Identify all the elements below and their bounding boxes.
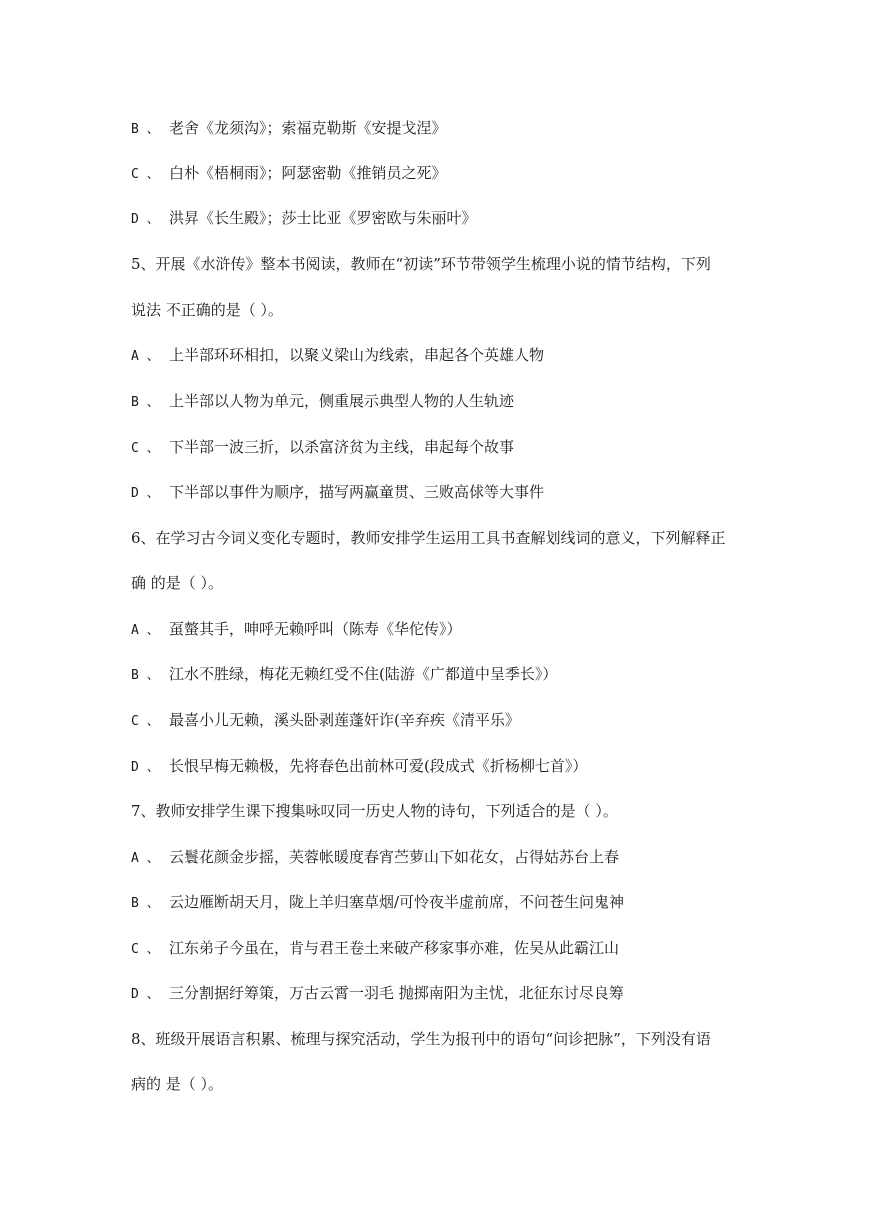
option-letter: D 、 (131, 212, 160, 227)
question-6-stem: 6、在学习古今词义变化专题时，教师安排学生运用工具书查解划线词的意义，下列解释正 (131, 529, 726, 547)
option-letter: C 、 (131, 441, 160, 456)
question-7-stem: 7、教师安排学生课下搜集咏叹同一历史人物的诗句，下列适合的是（ ）。 (131, 802, 618, 820)
question-6-stem-cont: 确 的是（ ）。 (131, 574, 224, 592)
question-5-stem-cont: 说法 不正确的是（ ）。 (131, 301, 284, 319)
option-letter: B 、 (131, 668, 160, 683)
option-text: 江水不胜绿，梅花无赖红受不住(陆游《广都道中呈季长》） (169, 665, 558, 683)
option-a-q7 (131, 847, 619, 869)
option-letter: C 、 (131, 714, 160, 729)
option-text: 最喜小儿无赖，溪头卧剥莲蓬奸诈(辛弃疾《清平乐》 (169, 711, 520, 729)
option-c-q7 (131, 938, 619, 960)
option-a-q6 (131, 619, 462, 641)
option-letter: C 、 (131, 942, 160, 957)
option-c-q6 (131, 710, 520, 732)
option-letter: A 、 (131, 851, 160, 866)
option-text: 白朴《梧桐雨》；阿瑟密勒《推销员之死》 (169, 164, 447, 182)
option-a-q5 (131, 345, 544, 367)
option-d-q6 (131, 756, 587, 778)
option-letter: D 、 (131, 760, 160, 775)
option-text: 下半部一波三折，以杀富济贫为主线，串起每个故事 (169, 438, 515, 456)
option-text: 洪昇《长生殿》；莎士比亚《罗密欧与朱丽叶》 (169, 209, 477, 227)
question-5-stem: 5、开展《水浒传》整本书阅读，教师在“初读”环节带领学生梳理小说的情节结构，下列 (131, 255, 711, 273)
option-letter: D 、 (131, 486, 160, 501)
option-letter: D 、 (131, 987, 160, 1002)
option-text: 三分割据纡筹策，万古云霄一羽毛 抛掷南阳为主忧，北征东讨尽良筹 (169, 984, 624, 1002)
option-d-q4 (131, 208, 477, 230)
option-text: 长恨早梅无赖极，先将春色出前林可爱(段成式《折杨柳七首》） (169, 757, 588, 775)
question-8-stem: 8、班级开展语言积累、梳理与探究活动，学生为报刊中的语句“问诊把脉”，下列没有语 (131, 1030, 711, 1048)
option-b-q4 (131, 118, 447, 140)
option-letter: B 、 (131, 122, 160, 137)
option-text: 上半部环环相扣，以聚义梁山为线索，串起各个英雄人物 (169, 346, 545, 364)
option-letter: C 、 (131, 167, 160, 182)
option-text: 云鬟花颜金步摇，芙蓉帐暖度春宵苎萝山下如花女，占得姑苏台上春 (169, 848, 620, 866)
option-letter: B 、 (131, 896, 160, 911)
option-text: 虿螫其手，呻呼无赖呼叫（陈寿《华佗传》） (169, 620, 462, 638)
option-c-q5 (131, 437, 514, 459)
option-text: 上半部以人物为单元，侧重展示典型人物的人生轨迹 (169, 392, 515, 410)
option-text: 江东弟子今虽在，肯与君王卷土来破产移家事亦难，佐吴从此霸江山 (169, 939, 620, 957)
option-d-q5 (131, 482, 544, 504)
option-d-q7 (131, 983, 624, 1005)
option-b-q7 (131, 892, 624, 914)
option-text: 云边雁断胡天月，陇上羊归塞草烟/可怜夜半虚前席，不问苍生问鬼神 (169, 893, 625, 911)
option-letter: B 、 (131, 395, 160, 410)
option-c-q4 (131, 163, 447, 185)
option-text: 下半部以事件为顺序，描写两赢童贯、三败高俅等大事件 (169, 483, 545, 501)
option-b-q6 (131, 664, 557, 686)
option-letter: A 、 (131, 623, 160, 638)
option-b-q5 (131, 391, 514, 413)
option-letter: A 、 (131, 349, 160, 364)
question-8-stem-cont: 病的 是（ ）。 (131, 1075, 224, 1093)
option-text: 老舍《龙须沟》；索福克勒斯《安提戈涅》 (169, 119, 447, 137)
